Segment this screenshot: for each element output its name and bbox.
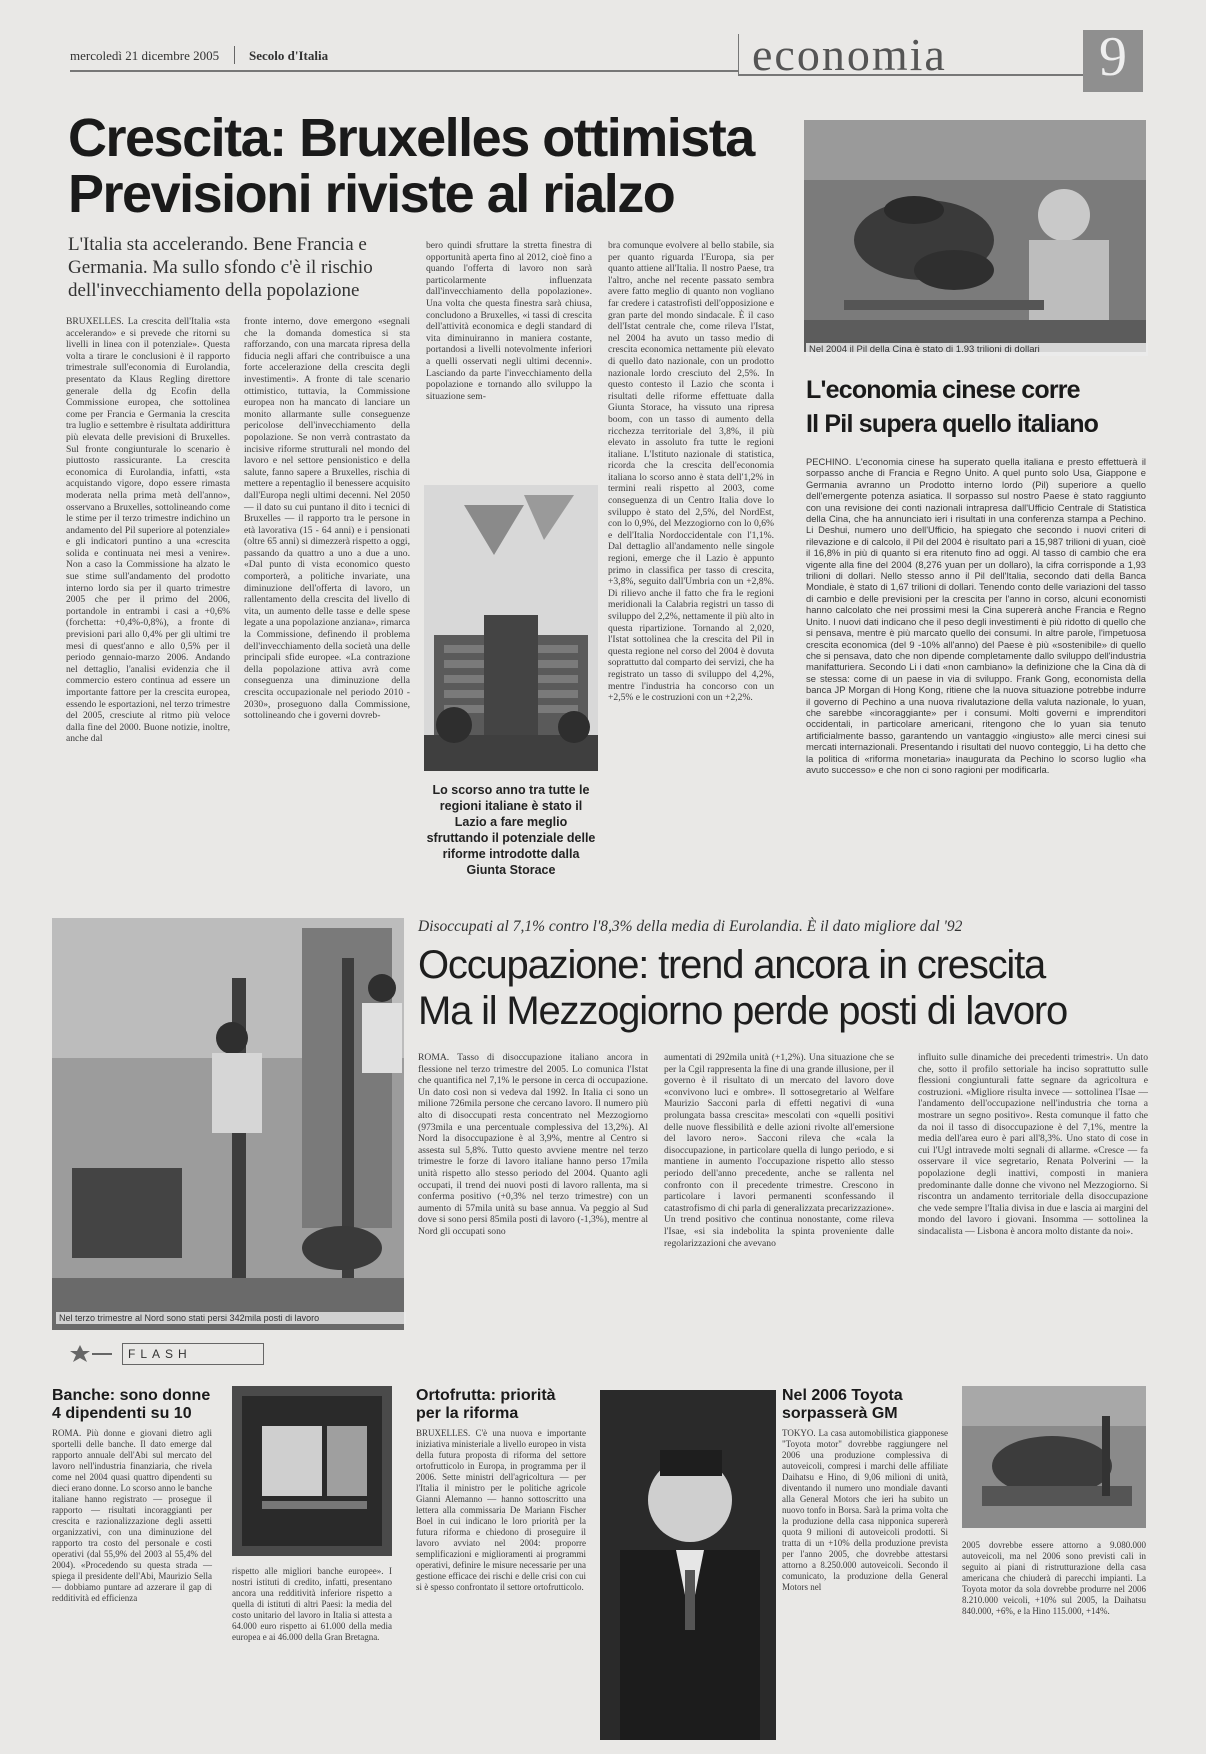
minister-portrait-photo <box>600 1390 776 1740</box>
newspaper-name: Secolo d'Italia <box>249 48 329 63</box>
flash-box <box>122 1343 264 1365</box>
ortofrutta-headline-line1: Ortofrutta: priorità <box>416 1387 556 1404</box>
flash-label: FLASH <box>128 1347 192 1361</box>
header-rule <box>70 70 738 72</box>
story1-column-3: bero quindi sfruttare la stretta finestra di opportunità aperta fino al 2012, cioè fino a quando l'offerta di lavoro non sarà particolarmente influenzata dall'invecchiamento della popolazione». Una volta che questa finestra sarà chiusa, concludono a Bruxelles, «i tassi di crescita dell'attività economica e degli standard di vita diminuiranno in maniera costante, portandosi a livelli notevolmente inferiori a quelli osservati negli ultimi decenni». Lasciando da parte l'invecchiamento della popolazione e tornando allo sviluppo la situazione sem- <box>426 240 595 402</box>
story3-column-1: ROMA. Tasso di disoccupazione italiano ancora in flessione nel terzo trimestre del 2005. Lo comunica l'Istat che quantifica nel 7,1% le persone in cerca di occupazione. Un dato così non si vedeva dal 1992. In Italia ci sono un milione 726mila persone che cercano lavoro. Il numero più alto di disoccupati resta concentrato nel Mezzogiorno (973mila e una percentuale complessiva del 13,2%). Al Nord la disoccupazione è al 3,9%, mentre al Centro si assesta sul 5,8%. Tutto questo avviene mentre nel terzo trimestre le forze di lavoro italiane hanno perso 17mila unità rispetto allo stesso periodo del 2004. Quanto agli occupati, il trend dei nuovi posti di lavoro rallenta, ma si conferma positivo (+0,3% nel terzo trimestre) con un aumento di 57mila unità su base annua. Va peggio al Sud dove si sono persi 85mila posti di lavoro (-1,3%), mentre al Nord gli occupati sono <box>418 1052 651 1237</box>
story2-headline-line1: L'economia cinese corre <box>806 376 1080 404</box>
page-number: 9 <box>1099 26 1127 88</box>
story1-column-4: bra comunque evolvere al bello stabile, sia per quanto riguarda l'Europa, sia per quanto attiene all'Italia. Il nostro Paese, tra l'altro, anche nel recente passato sembra avere fatto meglio di quanto non vogliano far credere i catastrofisti dell'opposizione e gran parte del mondo sindacale. È il caso dell'Istat centrale che, come rileva l'Istat, nel 2004 ha avuto un tasso medio di crescita economica nettamente più elevato di quello dato nazionale, con un prodotto nazionale lordo cresciuto del 2,5%. In questo contesto il Lazio che sconta i risultati delle riforme effettuate dalla Giunta Storace, ha vissuto una ripresa boom, con un tasso di aumento della ricchezza territoriale del 3,8%, il più elevato in assoluto fra tutte le regioni italiane. L'Istituto nazionale di statistica, ricorda che la crescita dell'economia italiana lo scorso anno è stata dell'1,2% in termini reali rispetto al 2003, come conseguenza di un Centro Italia dove lo sviluppo è stato del 2,5%, del NordEst, con lo 0,9%, del Mezzogiorno con lo 0,6% e dell'Italia Nordoccidentale con l'1,1%. Dal dettaglio all'andamento nelle singole regioni, emerge che il Lazio è appunto primo in classifica per tasso di crescita, +3,8%, seguito dall'Umbria con un +2,8%. Di rilievo anche il fatto che fra le regioni meridionali la Calabria registri un tasso di sviluppo del 2,2%, nettamente il più alto in questa ripartizione. Tornando al 2,020, l'Istat sottolinea che la crescita del Pil in questa regione nel corso del 2004 è dovuta soprattutto dal comparto dei servizi, che ha registrato un tasso di sviluppo del 4,2%, mentre l'industria ha concorso con un +2,5% e le costruzioni con un +2,2%. <box>608 240 777 704</box>
story3-headline-line2: Ma il Mezzogiorno perde posti di lavoro <box>418 989 1068 1033</box>
story2-factory-photo <box>804 120 1146 352</box>
masthead-separator <box>234 46 235 64</box>
story2-headline-line2: Il Pil supera quello italiano <box>806 410 1099 438</box>
story3-kicker: Disoccupati al 7,1% contro l'8,3% della media di Eurolandia. È il dato migliore dal '92 <box>418 918 963 935</box>
story3-headline-line1: Occupazione: trend ancora in crescita <box>418 943 1046 987</box>
ortofrutta-headline-line2: per la riforma <box>416 1405 519 1422</box>
banche-column-1: ROMA. Più donne e giovani dietro agli sportelli delle banche. Il dato emerge dal rapporto annuale dell'Abi sul mercato del lavoro nell'industria finanziaria, che rivela come nel 2004 quasi quattro dipendenti su dieci erano donne. Lo scorso anno le banche italiane hanno registrato — prosegue il rapporto — risultati incoraggianti per crescita e razionalizzazione degli assetti organizzativi, con una diminuzione del rapporto tra costo del personale e costi operativi (dal 55,9% del 2003 al 55,4% del 2004). «Procedendo su questa strada — spiega il presidente dell'Abi, Maurizio Sella — dobbiamo puntare ad azzerare il gap di redditività ed efficienza <box>52 1428 215 1603</box>
section-title: economia <box>752 29 947 80</box>
banche-headline-line1: Banche: sono donne <box>52 1387 211 1404</box>
story1-building-photo <box>424 485 598 771</box>
story1-column-1: BRUXELLES. La crescita dell'Italia «sta accelerando» e si prevede che ritorni su livelli in linea con il potenziale». Questa volta a tirare le conclusioni è il rapporto trimestrale sull'economia di Eurolandia, presentato da Klaus Regling direttore generale della dg Ecofin della Commissione europea, che sottolinea come per Francia e Germania la crescita tra luglio e settembre è risultata addirittura più elevata delle previsioni di Bruxelles. Sul fronte congiunturale lo scenario è piuttosto rassicurante. La crescita economica di Eurolandia, infatti, «sta acquistando vigore, dopo essere rimasta moderata nella prima metà dell'anno», osservano a Bruxelles, sottolineando come le stime per il terzo trimestre indichino un andamento del Pil superiore al potenziale» e gli indicatori puntino a una «crescita solida e continuata nei mesi a venire». Non a caso la Commissione ha alzato le sue stime sull'andamento del prodotto interno lordo sia per il quarto trimestre 2005 che per il primo del 2006, portandole in entrambi i casi a +0,6% (forchetta: +0,4%-0,8%), a fronte di previsioni pari allo 0,4% per gli ultimi tre mesi di quest'anno e allo 0,5% per il periodo gennaio-marzo 2006. Andando nel dettaglio, l'analisi evidenzia che il commercio estero continua ad essere un importante fattore per la crescita europea, essendo le esportazioni, nel terzo trimestre del 2005, cresciute al ritmo più veloce dalla fine del 2000. Buone notizie, inoltre, anche dal <box>66 316 233 745</box>
flash-bar <box>60 1343 1150 1365</box>
story2-photo-caption: Nel 2004 il Pil della Cina è stato di 1.93 trilioni di dollari <box>806 343 1148 356</box>
bank-atm-photo <box>232 1386 392 1556</box>
banche-column-2: rispetto alle migliori banche europee». I nostri istituti di credito, infatti, presentano ancora una redditività inferiore rispetto a quella di istituti di altri Paesi: la media del costo unitario del lavoro in Italia si attesta a 64.000 euro rispetto ai 61.000 della media europea e ai 46.000 della Gran Bretagna. <box>232 1566 395 1642</box>
story2-body: PECHINO. L'economia cinese ha superato quella italiana e presto effettuerà il sorpasso anche di Francia e Regno Unito. A quel punto solo Usa, Giappone e Germania avranno un Prodotto interno lordo (Pil) superiore a quello dell'emergente potenza asiatica. Il sorpasso sul nostro Paese è stato raggiunto con una revisione dei conti nazionali intrapresa dall'Ufficio Centrale di Statistica della Cina, che ha annunciato ieri i risultati in una conferenza stampa a Pechino. Li Deshui, numero uno dell'Ufficio, ha spiegato che secondo i nuovi criteri di rilevazione e di calcolo, il Pil del 2004 è risultato pari a 15,987 trilioni di yuan, cioè il 16,8% in più di quanto si era ritenuto fino ad oggi. Al tasso di cambio che era vigente alla fine del 2004 (8,276 yuan per un dollaro), la cifra corrisponde a 1,93 trilioni di dollari. Nello stesso anno il Pil dell'Italia, secondo dati della Banca Mondiale, è stato di 1,67 trilioni di dollari. Tenendo conto delle variazioni del tasso di cambio e delle previsioni per la crescita per l'anno in corso, alcuni economisti hanno calcolato che nei prossimi mesi la Cina supererà anche Francia e Regno Unito. I nuovi dati indicano che il peso degli investimenti è più ridotto di quello che si pensava, mentre è più marcato quello dei consumi. In altre parole, l'impetuosa crescita economica (del 9 -10% all'anno) del Paese è più «sostenibile» di quello che si pensava, dato che non dipende completamente dallo sviluppo dell'industria manifatturiera. Secondo Li i dati «non cambiano» la definizione che la Cina dà di se stessa: come di un paese in via di sviluppo. Frank Gong, economista della banca JP Morgan di Hong Kong, ritiene che la nuova situazione potrebbe indurre il governo di Pechino a una nuova rivalutazione della valuta nazionale, lo yuan, che sarebbe «incoraggiante» per i consumi. Molti governi e imprenditori occidentali, in particolare americani, ritengono che lo yuan sia tenuto artificialmente basso, garantendo un vantaggio «ingiusto» alle merci cinesi sui mercati internazionali. Presentando i risultati del nuovo conteggio, Li ha detto che la politica di «riforma monetaria» inaugurata da Pechino lo scorso luglio «ha avuto successo» e che non ci sono ragioni per modificarla. <box>806 456 1149 775</box>
section-divider <box>738 34 739 76</box>
story3-photo-caption: Nel terzo trimestre al Nord sono stati persi 342mila posti di lavoro <box>56 1312 406 1324</box>
story3-workers-photo <box>52 918 404 1330</box>
toyota-headline-line2: sorpasserà GM <box>782 1405 898 1422</box>
banche-headline-line2: 4 dipendenti su 10 <box>52 1405 192 1422</box>
story1-deck: L'Italia sta accelerando. Bene Francia e Germania. Ma sullo sfondo c'è il rischio dell'invecchiamento della popolazione <box>68 234 373 301</box>
toyota-column-1: TOKYO. La casa automobilistica giapponese "Toyota motor" dovrebbe raggiungere nel 2006 una produzione complessiva di autoveicoli, compresi i marchi delle affiliate Daihatsu e Hino, di 9,06 milioni di unità, diventando il numero uno mondiale davanti alla General Motors che ieri ha subito un nuovo tonfo in Borsa. Sarà la prima volta che la produzione della casa nipponica supererà quota 9 milioni di autoveicoli prodotti. Si tratta di un +10% della produzione prevista per l'anno 2005, che dovrebbe attestarsi attorno a 8.250.000 autoveicoli. Secondo il comunicato, la produzione della General Motors nel <box>782 1428 951 1592</box>
date-line: mercoledì 21 dicembre 2005 <box>70 48 220 63</box>
story1-headline-line2: Previsioni riviste al rialzo <box>68 164 675 224</box>
car-factory-photo <box>962 1386 1146 1528</box>
flash-logo-icon <box>70 1343 114 1365</box>
toyota-headline-line1: Nel 2006 Toyota <box>782 1387 903 1404</box>
story3-column-3: influito sulle dinamiche dei precedenti trimestri». Un dato che, sotto il profilo settoriale ha inciso soprattutto sulle flessioni congiunturali fatte segnare da agricoltura e costruzioni. «Migliore risulta invece — sottolinea l'Isae — l'andamento dell'occupazione nell'industria che torna a mostrare un segno positivo». Resta comunque il fatto che da noi il tasso di disoccupazione è del 7,1%, mentre la media dell'area euro è pari all'8,3%. Uno stato di cose in cui l'Ugl intravede molti segnali di allarme. «Cresce — fa osservare il vice segretario, Renata Polverini — la popolazione degli inattivi, composti in maniera predominante dalle donne che vivono nel Mezzogiorno. Si riscontra un andamento territoriale della disoccupazione che vede sempre l'Italia divisa in due e lascia ai margini del mondo del lavoro i giovani. Insomma — sottolinea la sindacalista — Lisbona è ancora molto distante da noi». <box>918 1052 1151 1237</box>
story1-photo-caption: Lo scorso anno tra tutte le regioni italiane è stato il Lazio a fare meglio sfruttando il potenziale delle riforme introdotte dalla Giunta Storace <box>426 783 596 877</box>
story1-column-2: fronte interno, dove emergono «segnali che la domanda domestica si sta rafforzando, con una marcata ripresa della fiducia negli affari che contribuisce a una forte accelerazione della crescita degli investimenti». A fronte di tale scenario ottimistico, tuttavia, la Commissione europea non ha mancato di lanciare un monito allarmante sulle conseguenze pericolose dell'invecchiamento della popolazione. Se non verrà contrastato da incisive riforme strutturali nel mondo del lavoro e nel settore pensionistico e della salute, fanno sapere a Bruxelles, rischia di mettere a repentaglio il benessere acquisito dall'Europa negli ultimi decenni. Nel 2050 — il dato su cui puntano il dito i tecnici di Bruxelles — il rapporto tra le persone in età lavorativa (15 - 64 anni) e i pensionati (oltre 65 anni) si dimezzerà rispetto a oggi, passando da quattro a uno a due a uno. «Dal punto di vista economico questo comporterà, a politiche invariate, una diminuzione dell'offerta di lavoro, un rallentamento della crescita del livello di vita, un aumento delle tasse e delle spese legate a una popolazione anziana», rimarca la Commissione, definendo il problema dell'invecchiamento della società una delle principali sfide europee. «La contrazione della popolazione attiva avrà come conseguenza una diminuzione della crescita occupazionale nel periodo 2010 - 2030», proseguono dalla Commissione, sottolineando che i governi dovreb- <box>244 316 413 722</box>
story3-column-2: aumentati di 292mila unità (+1,2%). Una situazione che se per la Cgil rappresenta la fine di una grande illusione, per il governo è il risultato di un mercato del lavoro dove «convivono luci e ombre». Il sottosegretario al Welfare Maurizio Sacconi parla di effetti negativi di «una prolungata bassa crescita» mescolati con «quelli positivi delle nuove flessibilità e delle azioni rivolte all'emersione del lavoro nero». Sacconi rileva che «cala la disoccupazione, in particolare quella di lungo periodo, e si mantiene in aumento l'occupazione rispetto allo stesso periodo dell'anno precedente, anche se rallenta nel confronto con il precedente trimestre. Crescono in particolare i lavori permanenti sconfessando il catastrofismo di chi parla di generalizzata precarizzazione». Un trend positivo che continua nonostante, come rileva l'Isae, «si sia indebolita la spinta proveniente dalle regolarizzazioni che avevano <box>664 1052 897 1249</box>
ortofrutta-body: BRUXELLES. C'è una nuova e importante iniziativa ministeriale a livello europeo in vista della futura proposta di riforma del settore ortofrutticolo in Europa, in programma per il 2006. Sette ministri dell'agricoltura — per l'Italia il ministro per le politiche agricole Gianni Alemanno — hanno sottoscritto una lettera alla commissaria De Mariann Fischer Boel in cui indicano le loro priorità per la futura riforma e chiedono di proseguire il lavoro avviato nel 2004: proporre semplificazioni e miglioramenti ai programmi operativi, definire le misure necessarie per una gestione efficace dei rischi e delle crisi con cui si è spesso confrontato il settore ortofrutticolo. <box>416 1428 589 1592</box>
toyota-column-2: 2005 dovrebbe essere attorno a 9.080.000 autoveicoli, ma nel 2006 sono previsti cali in seguito ai piani di ristrutturazione della casa americana che chiuderà di parecchi impianti. La Toyota motor da sola dovrebbe produrre nel 2006 8.210.000 veicoli, +10% sul 2005, la Daihatsu 840.000, +6%, e la Hino 115.000, +14%. <box>962 1540 1149 1616</box>
story1-headline-line1: Crescita: Bruxelles ottimista <box>68 108 754 168</box>
